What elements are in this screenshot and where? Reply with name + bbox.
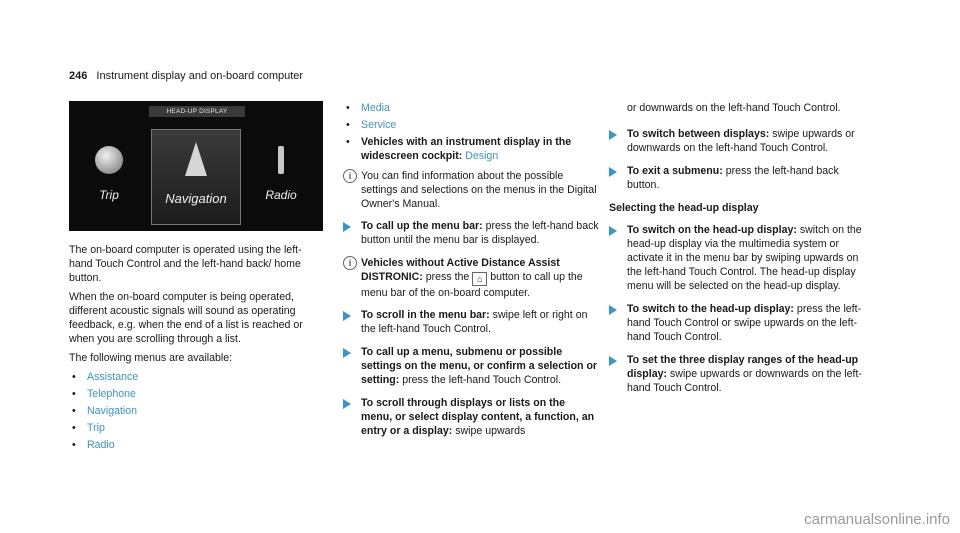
menu-link-assistance[interactable]: • Assistance [69,370,319,384]
menu-bar-label: HEAD-UP DISPLAY [149,106,245,117]
step-arrow-icon [609,167,617,177]
menu-link-design[interactable]: Design [465,150,499,162]
menu-link-trip[interactable]: • Trip [69,421,319,435]
step-text: swipe left or right on the left-hand Touch Control. [361,309,588,335]
step-heading: To call up a menu, submenu or possible settings on the menu, or confirm a selection or setting: [361,346,598,386]
trip-globe-icon [95,146,123,174]
info-icon: i [343,256,357,270]
widescreen-label: Vehicles with an instrument display in the widescreen cockpit: [361,136,572,162]
page-number: 246 [69,70,88,82]
step-heading: To call up the menu bar: [361,220,483,232]
step-exit-submenu [609,164,871,192]
step-text: press the left-hand Touch Control or swipe upwards on the left-hand Touch Control. [627,303,862,343]
step-text: press the left-hand back button. [627,165,839,191]
step-heading: To scroll in the menu bar: [361,309,490,321]
step-text: swipe upwards [455,425,526,437]
step-text: switch on the head-up display via the multimedia system or activate it in the menu bar by swiping upwards on the left-hand Touch Control. The head-up display menu will be selected on the head-up display. [627,224,862,292]
radio-antenna-icon [278,146,284,174]
step-heading: To switch between displays: [627,128,770,140]
step-text: press the left-hand Touch Control. [402,374,562,386]
step-arrow-icon [343,222,351,232]
menu-link-radio[interactable]: • Radio [69,438,319,452]
radio-tile [259,146,303,202]
info-note-digital-manual [343,169,599,211]
info-heading: Vehicles without Active Distance Assist DISTRONIC: [361,257,560,283]
info-icon: i [343,169,357,183]
menu-link-telephone[interactable]: • Telephone [69,387,319,401]
step-heading: To scroll through displays or lists on the menu, or select display content, a function, an entry or a display: [361,397,595,437]
watermark: carmanualsonline.info [804,511,950,528]
info-text: You can find information about the possible settings and selections on the menus in the Digital Owner's Manual. [361,170,597,210]
column-middle [343,101,599,447]
step-arrow-icon [609,130,617,140]
home-button-icon: ⌂ [472,272,487,286]
step-scroll-menu-bar [343,308,599,336]
step-scroll-displays [343,396,599,438]
column-right [609,101,871,404]
radio-tile-label: Radio [265,188,297,202]
paragraph-menus-intro: The following menus are available: [69,352,233,364]
navigation-arrow-icon [185,142,207,176]
step-switch-to-hud [609,302,871,344]
step-heading: To switch to the head-up display: [627,303,794,315]
info-text: button to call up the menu bar of the on-board computer. [361,271,583,299]
step-arrow-icon [343,399,351,409]
step-arrow-icon [343,348,351,358]
step-text: press the left-hand back button until the menu bar is displayed. [361,220,599,246]
navigation-tile-label: Navigation [165,191,227,206]
step-text: swipe upwards or downwards on the left-hand Touch Control. [627,368,862,394]
section-heading: Selecting the head-up display [609,202,759,214]
step-heading: To exit a submenu: [627,165,723,177]
menu-link-navigation[interactable]: • Navigation [69,404,319,418]
instrument-display-screenshot [69,101,323,231]
step-arrow-icon [609,305,617,315]
menu-link-media[interactable]: • Media [343,101,599,115]
step-set-hud-ranges [609,353,871,395]
step-text: swipe upwards or downwards on the left-hand Touch Control. [627,128,855,154]
step-call-menu-bar [343,219,599,247]
paragraph-operation: The on-board computer is operated using the left-hand Touch Control and the left-hand back/ home button. [69,244,302,284]
menu-link-service[interactable]: • Service [343,118,599,132]
step-switch-on-hud [609,223,871,293]
info-note-distronic [343,256,599,300]
navigation-tile [151,129,241,225]
step-arrow-icon [609,226,617,236]
step-switch-displays [609,127,871,155]
continued-text: or downwards on the left-hand Touch Control. [627,102,841,114]
widescreen-item [343,135,599,163]
page-title: Instrument display and on-board computer [96,70,304,82]
info-text: press the [425,271,470,283]
step-heading: To switch on the head-up display: [627,224,797,236]
trip-tile-label: Trip [99,188,119,202]
paragraph-acoustic: When the on-board computer is being operated, different acoustic signals will sound as operating feedback, e.g. when the end of a list is reached or when you are scrolling through a list. [69,291,303,345]
column-left [69,101,319,455]
trip-tile [89,146,129,202]
page-header [69,69,303,83]
step-arrow-icon [343,311,351,321]
step-arrow-icon [609,356,617,366]
step-heading: To set the three display ranges of the head-up display: [627,354,859,380]
step-call-up-menu [343,345,599,387]
